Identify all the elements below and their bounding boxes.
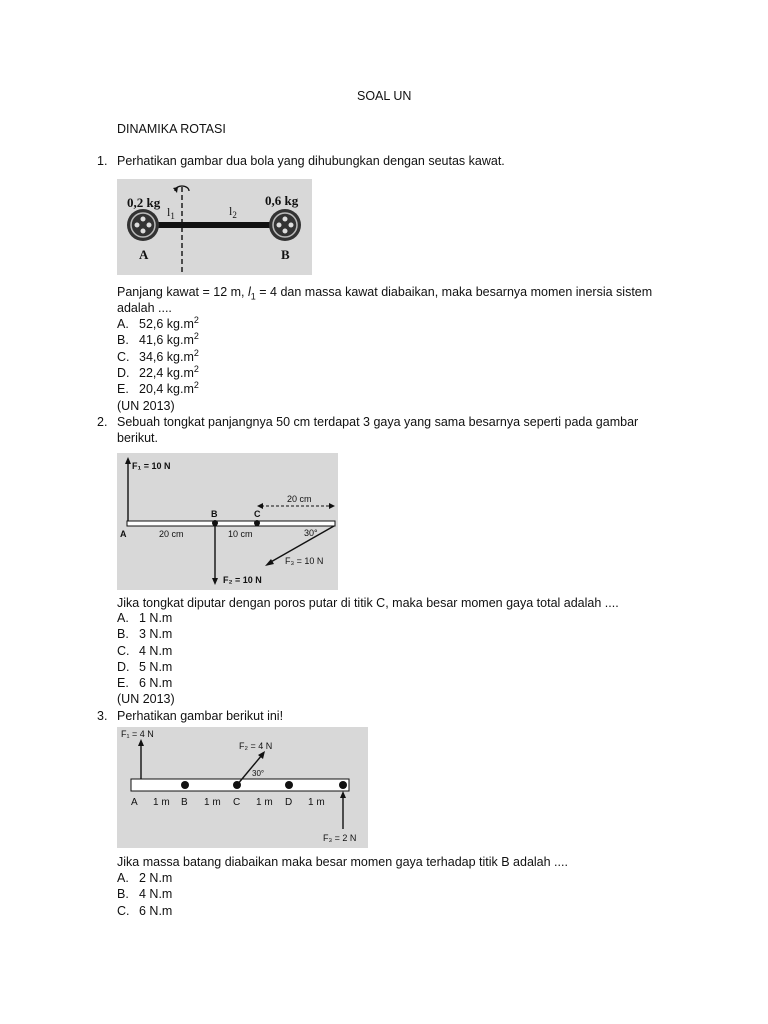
q1-option-letter: A. bbox=[117, 317, 129, 331]
q2-angle: 30° bbox=[304, 528, 318, 538]
q3-seg-2: 1 m bbox=[204, 797, 221, 808]
q3-seg-4: 1 m bbox=[308, 797, 325, 808]
q1-option-letter: B. bbox=[117, 333, 129, 348]
q3-seg-1: 1 m bbox=[153, 797, 170, 808]
q1-rod bbox=[153, 222, 273, 228]
q3-question: Perhatikan gambar berikut ini! bbox=[117, 709, 284, 723]
q3-f3-label: F₃ = 2 N bbox=[323, 833, 357, 843]
q3-option-letter: B. bbox=[117, 887, 129, 902]
q3-seg-3: 1 m bbox=[256, 797, 273, 808]
q3-label-d: D bbox=[285, 797, 293, 808]
q2-option-letter: A. bbox=[117, 611, 129, 625]
q3-option-letter: C. bbox=[117, 903, 130, 918]
q2-seg-ab: 20 cm bbox=[159, 529, 184, 539]
q2-question-line2: berikut. bbox=[117, 431, 158, 445]
q3-label-b: B bbox=[181, 797, 188, 808]
q3-angle: 30° bbox=[252, 769, 265, 778]
q1-mass-a: 0,2 kg bbox=[127, 195, 161, 210]
q1-option-letter: E. bbox=[117, 382, 129, 397]
ball-a-icon bbox=[127, 209, 159, 241]
q1-label-a: A bbox=[139, 247, 149, 262]
q2-option-letter: E. bbox=[117, 676, 129, 691]
q1-question: Perhatikan gambar dua bola yang dihubungkan dengan seutas kawat. bbox=[117, 154, 505, 168]
q1-text-line1: Panjang kawat = 12 m, $l_1 = 4$ dan massa kawat diabaikan, maka besarnya momen inersia sistem bbox=[117, 285, 653, 302]
q1-source: (UN 2013) bbox=[117, 399, 175, 413]
q2-point-b bbox=[212, 520, 218, 526]
q2-option-value: 1 N.m bbox=[139, 611, 173, 625]
q2-option-letter: D. bbox=[117, 659, 130, 674]
q1-label-b: B bbox=[281, 247, 290, 262]
q1-number: 1. bbox=[97, 154, 108, 168]
q2-f2-label: F₂ = 10 N bbox=[223, 575, 262, 585]
q1-label-l2: $l_2$ bbox=[229, 204, 237, 220]
q2-source: (UN 2013) bbox=[117, 692, 175, 706]
q1-option-value: 34,6 $kg.m^2$ bbox=[139, 347, 199, 364]
q2-label-b: B bbox=[211, 509, 218, 519]
q1-option-letter: C. bbox=[117, 349, 130, 364]
q3-label-a: A bbox=[131, 797, 138, 808]
q1-option-value: 20,4 $kg.m^2$ bbox=[139, 380, 199, 397]
q1-label-l1: $l_1$ bbox=[167, 205, 175, 221]
q2-label-a: A bbox=[120, 529, 127, 539]
q2-seg-bc: 10 cm bbox=[228, 529, 253, 539]
q3-option-value: 6 N.m bbox=[139, 903, 173, 918]
q1-option-value: 52,6 $kg.m^2$ bbox=[139, 314, 199, 331]
q3-option-value: 4 N.m bbox=[139, 887, 173, 902]
q2-figure bbox=[117, 453, 338, 590]
q1-option-value: 22,4 $kg.m^2$ bbox=[139, 363, 199, 380]
q2-option-letter: B. bbox=[117, 627, 129, 642]
ball-b-icon bbox=[269, 209, 301, 241]
q2-dist-top: 20 cm bbox=[287, 494, 312, 504]
q3-option-letter: A. bbox=[117, 871, 129, 885]
q3-label-c: C bbox=[233, 797, 241, 808]
q2-text: Jika tongkat diputar dengan poros putar di titik C, maka besar momen gaya total adalah .... bbox=[117, 596, 619, 610]
q2-option-value: 3 N.m bbox=[139, 627, 173, 642]
q3-point-b bbox=[181, 781, 189, 789]
q1-option-letter: D. bbox=[117, 365, 130, 380]
q2-option-value: 6 N.m bbox=[139, 676, 173, 691]
q1-text-line2: adalah .... bbox=[117, 301, 172, 315]
q2-rod bbox=[127, 521, 335, 526]
topic-heading: DINAMIKA ROTASI bbox=[117, 122, 226, 136]
q2-f3-label: F₃ = 10 N bbox=[285, 556, 324, 566]
q3-text: Jika massa batang diabaikan maka besar momen gaya terhadap titik B adalah .... bbox=[117, 855, 568, 869]
q3-f1-label: F₁ = 4 N bbox=[121, 729, 154, 739]
q2-option-value: 5 N.m bbox=[139, 659, 173, 674]
q1-option-value: 41,6 $kg.m^2$ bbox=[139, 331, 199, 348]
q2-question-line1: Sebuah tongkat panjangnya 50 cm terdapat 3 gaya yang sama besarnya seperti pada gambar bbox=[117, 415, 639, 429]
q2-point-c bbox=[254, 520, 260, 526]
q3-number: 3. bbox=[97, 709, 108, 723]
q3-f2-label: F₂ = 4 N bbox=[239, 741, 273, 751]
document-title: SOAL UN bbox=[357, 89, 412, 103]
q1-figure bbox=[117, 179, 312, 275]
q1-mass-b: 0,6 kg bbox=[265, 193, 299, 208]
q2-option-letter: C. bbox=[117, 643, 130, 658]
q2-option-value: 4 N.m bbox=[139, 643, 173, 658]
q3-point-d bbox=[285, 781, 293, 789]
q2-f1-label: F₁ = 10 N bbox=[132, 461, 171, 471]
q3-option-value: 2 N.m bbox=[139, 871, 173, 885]
q3-figure bbox=[117, 727, 368, 848]
q2-label-c: C bbox=[254, 509, 261, 519]
q2-number: 2. bbox=[97, 415, 108, 429]
q3-point-end bbox=[339, 781, 347, 789]
